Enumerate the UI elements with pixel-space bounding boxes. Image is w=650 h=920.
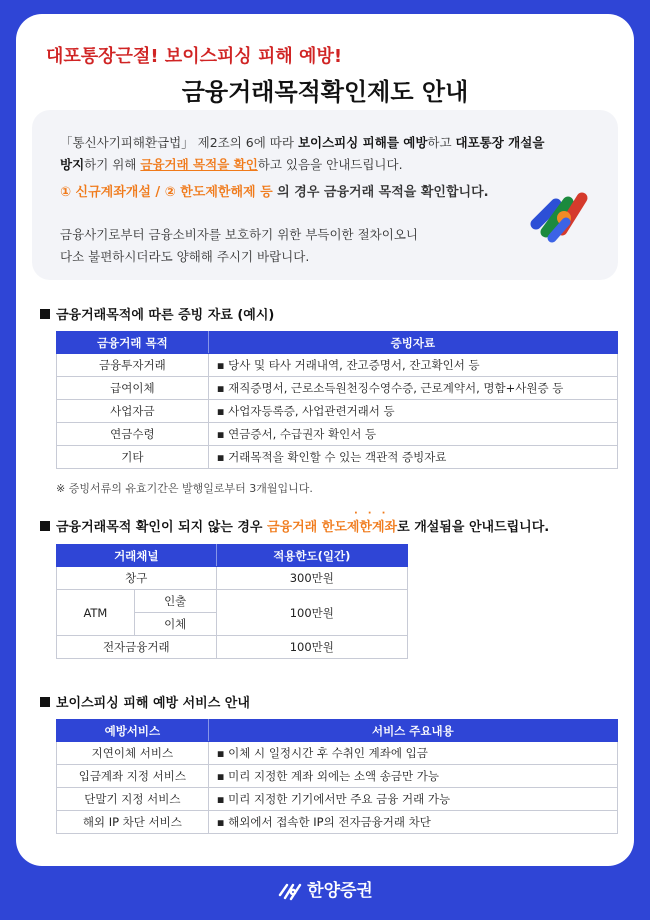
notice-card [16, 14, 634, 866]
table-row: ATM 인출 100만원 [57, 590, 408, 613]
table-row: 입금계좌 지정 서비스 ▪ 미리 지정한 계좌 외에는 소액 송금만 가능 [57, 765, 618, 788]
emphasis-dots: ··· [354, 508, 396, 519]
table-row: 해외 IP 차단 서비스 ▪ 해외에서 접속한 IP의 전자금융거래 차단 [57, 811, 618, 834]
table-row: 이체 [57, 613, 408, 636]
hanyang-logo-icon [277, 880, 303, 902]
table-row: 단말기 지정 서비스 ▪ 미리 지정한 기기에서만 주요 금융 거래 가능 [57, 788, 618, 811]
section3-title: 보이스피싱 피해 예방 서비스 안내 [40, 692, 250, 711]
section1-title: 금융거래목적에 따른 증빙 자료 (예시) [40, 304, 274, 323]
page-title: 금융거래목적확인제도 안내 [181, 78, 469, 106]
section2-title: 금융거래목적 확인이 되지 않는 경우 금융거래 한도제한계좌로 개설됨을 안내드립니다. [40, 516, 549, 535]
table-row: 전자금융거래 100만원 [57, 636, 408, 659]
table-row: 사업자금 ▪ 사업자등록증, 사업관련거래서 등 [57, 400, 618, 423]
footer-brand [0, 876, 650, 902]
table-row: 급여이체 ▪ 재직증명서, 근로소득원천징수영수증, 근로계약서, 명함+사원증 등 [57, 377, 618, 400]
square-bullet-icon [40, 309, 50, 319]
intro-box [32, 110, 618, 280]
table-row: 연금수령 ▪ 연금증서, 수급권자 확인서 등 [57, 423, 618, 446]
table-header: 금융거래 목적 [57, 332, 209, 354]
prevention-service-table [56, 719, 618, 834]
table-header: 적용한도(일간) [216, 545, 407, 567]
table-row: 금융투자거래 ▪ 당사 및 타사 거래내역, 잔고증명서, 잔고확인서 등 [57, 354, 618, 377]
headline: 대포통장근절! 보이스피싱 피해 예방! [46, 46, 343, 67]
company-name: 한양증권 [307, 881, 373, 901]
table-row: 창구 300만원 [57, 567, 408, 590]
square-bullet-icon [40, 697, 50, 707]
intro-closing: 금융사기로부터 금융소비자를 보호하기 위한 부득이한 절차이오니 다소 불편하시더라도 양해해 주시기 바랍니다. [60, 227, 418, 264]
intro-paragraph: 「통신사기피해환급법」 제2조의 6에 따라 보이스피싱 피해를 예방하고 대포통장 개설을 방지하기 위해 금융거래 목적을 확인하고 있음을 안내드립니다. [60, 135, 545, 172]
table-row: 기타 ▪ 거래목적을 확인할 수 있는 객관적 증빙자료 [57, 446, 618, 469]
validity-note: ※ 증빙서류의 유효기간은 발행일로부터 3개월입니다. [56, 482, 313, 495]
table-header: 예방서비스 [57, 720, 209, 742]
table-header: 거래채널 [57, 545, 217, 567]
hanyang-3d-logo-icon [522, 180, 592, 250]
table-header: 증빙자료 [208, 332, 617, 354]
intro-highlight: ① 신규계좌개설 / ② 한도제한해제 등 의 경우 금융거래 목적을 확인합니다. [60, 185, 489, 200]
table-row: 지연이체 서비스 ▪ 이체 시 일정시간 후 수취인 계좌에 입금 [57, 742, 618, 765]
evidence-table [56, 331, 618, 469]
table-header: 서비스 주요내용 [208, 720, 617, 742]
limit-table [56, 544, 408, 659]
square-bullet-icon [40, 521, 50, 531]
